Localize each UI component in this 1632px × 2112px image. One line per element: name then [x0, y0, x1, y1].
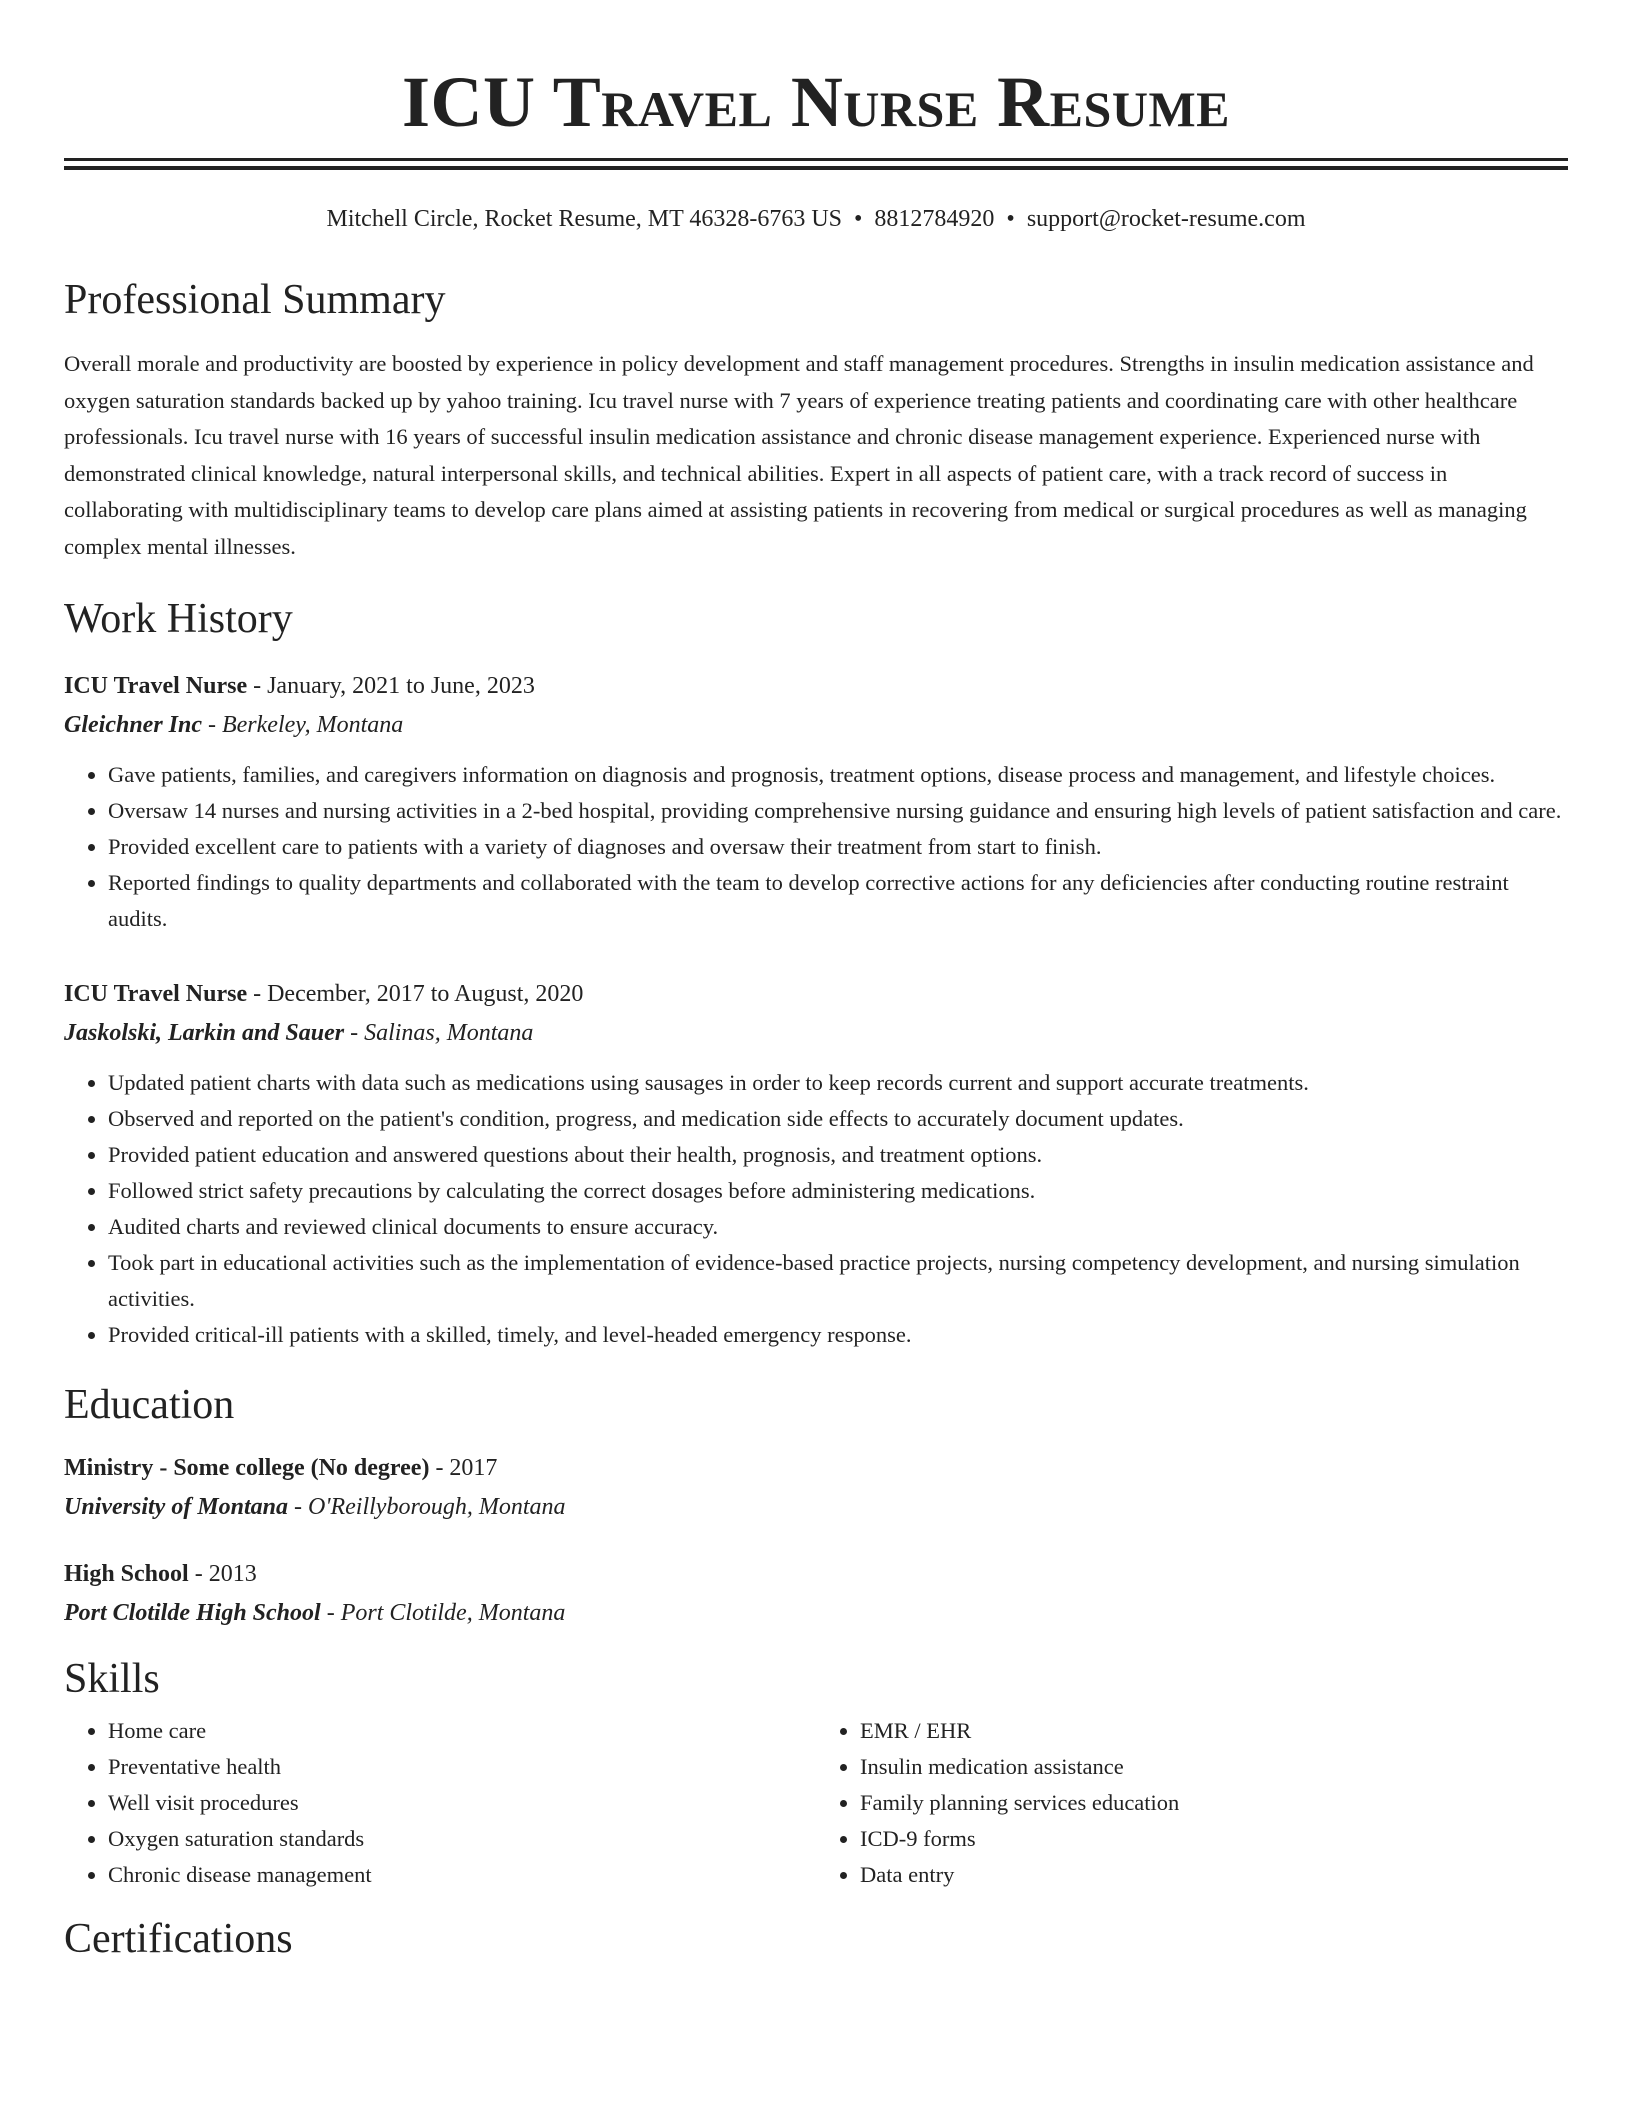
skills-list-left	[64, 1713, 816, 1893]
education-school: University of Montana	[64, 1494, 289, 1520]
education-school: Port Clotilde High School	[64, 1600, 321, 1626]
title-divider	[64, 158, 1568, 161]
summary-heading: Professional Summary	[64, 277, 446, 323]
page-title: ICU Travel Nurse Resume	[402, 62, 1230, 142]
list-item: • Observed and reported on the patient's condition, progress, and medication side effects to accurately document updates.	[108, 1101, 1568, 1137]
job-employer-line	[64, 1013, 1568, 1053]
contact-address: Mitchell Circle, Rocket Resume, MT 46328-6763 US	[326, 206, 842, 232]
skill-item: • Home care	[108, 1713, 816, 1749]
list-item: • Reported findings to quality departments and collaborated with the team to develop corrective actions for any deficiencies after conducting routine restraint audits.	[108, 865, 1568, 937]
list-item: • Oversaw 14 nurses and nursing activities in a 2-bed hospital, providing comprehensive nursing guidance and ensuring high levels of patient satisfaction and care.	[108, 793, 1568, 829]
skill-item: • Insulin medication assistance	[860, 1749, 1568, 1785]
job-duties-list	[64, 1065, 1568, 1353]
list-item: • Followed strict safety precautions by calculating the correct dosages before administering medications.	[108, 1173, 1568, 1209]
skills-columns	[64, 1713, 1568, 1893]
summary-text: Overall morale and productivity are boosted by experience in policy development and staff management procedures. Strengths in insulin medication assistance and oxygen saturation standards backed up by yahoo training. Icu travel nurse with 7 years of experience treating patients and coordinating care with other healthcare professionals. Icu travel nurse with 16 years of successful insulin medication assistance and chronic disease management experience. Experienced nurse with demonstrated clinical knowledge, natural interpersonal skills, and technical abilities. Expert in all aspects of patient care, with a track record of success in collaborating with multidisciplinary teams to develop care plans aimed at assisting patients in recovering from medical or surgical procedures as well as managing complex mental illnesses.	[64, 351, 1534, 559]
list-item: • Provided excellent care to patients with a variety of diagnoses and oversaw their treatment from start to finish.	[108, 829, 1568, 865]
list-item: • Provided critical-ill patients with a skilled, timely, and level-headed emergency response.	[108, 1317, 1568, 1353]
education-degree-line	[64, 1449, 1568, 1487]
job-location: - Salinas, Montana	[344, 1020, 534, 1046]
list-item: • Provided patient education and answered questions about their health, prognosis, and treatment options.	[108, 1137, 1568, 1173]
job-company: Jaskolski, Larkin and Sauer	[64, 1020, 345, 1046]
job-location: - Berkeley, Montana	[202, 712, 404, 738]
job-dates: - December, 2017 to August, 2020	[247, 981, 584, 1007]
contact-info	[64, 204, 1568, 234]
certifications-section	[64, 1913, 1568, 1965]
education-school-line	[64, 1593, 1568, 1633]
education-location: - Port Clotilde, Montana	[320, 1600, 566, 1626]
skill-item: • Well visit procedures	[108, 1785, 816, 1821]
education-section	[64, 1379, 1568, 1633]
job-employer-line	[64, 705, 1568, 745]
skills-heading: Skills	[64, 1656, 160, 1702]
job-entry	[64, 975, 1568, 1353]
list-item: • Audited charts and reviewed clinical documents to ensure accuracy.	[108, 1209, 1568, 1245]
skill-item: • Preventative health	[108, 1749, 816, 1785]
education-entry	[64, 1555, 1568, 1633]
skills-section	[64, 1653, 1568, 1893]
education-school-line	[64, 1487, 1568, 1527]
education-degree: Ministry - Some college (No degree)	[64, 1455, 430, 1481]
skill-item: • Chronic disease management	[108, 1857, 816, 1893]
education-degree: High School	[64, 1561, 189, 1587]
skill-item: • EMR / EHR	[860, 1713, 1568, 1749]
education-year: - 2017	[429, 1455, 498, 1481]
job-title: ICU Travel Nurse	[64, 673, 248, 699]
skill-item: • ICD-9 forms	[860, 1821, 1568, 1857]
list-item: • Updated patient charts with data such as medications using sausages in order to keep records current and support accurate treatments.	[108, 1065, 1568, 1101]
contact-separator: •	[854, 206, 863, 232]
work-history-heading: Work History	[64, 596, 293, 642]
education-location: - O'Reillyborough, Montana	[288, 1494, 566, 1520]
skill-item: • Data entry	[860, 1857, 1568, 1893]
education-year: - 2013	[188, 1561, 257, 1587]
skill-item: • Oxygen saturation standards	[108, 1821, 816, 1857]
job-entry	[64, 667, 1568, 937]
certifications-heading: Certifications	[64, 1916, 293, 1962]
work-history-section	[64, 593, 1568, 1353]
list-item: • Gave patients, families, and caregivers information on diagnosis and prognosis, treatment options, disease process and management, and lifestyle choices.	[108, 757, 1568, 793]
education-heading: Education	[64, 1382, 235, 1428]
contact-phone: 8812784920	[874, 206, 995, 232]
summary-section	[64, 274, 1568, 565]
list-item: • Took part in educational activities such as the implementation of evidence-based practice projects, nursing competency development, and nursing simulation activities.	[108, 1245, 1568, 1317]
contact-email: support@rocket-resume.com	[1026, 206, 1306, 232]
job-company: Gleichner Inc	[64, 712, 202, 738]
job-role-line	[64, 975, 1568, 1013]
education-entry	[64, 1449, 1568, 1527]
title-divider-thick	[64, 166, 1568, 170]
job-title: ICU Travel Nurse	[64, 981, 248, 1007]
job-role-line	[64, 667, 1568, 705]
contact-separator: •	[1006, 206, 1015, 232]
education-degree-line	[64, 1555, 1568, 1593]
skill-item: • Family planning services education	[860, 1785, 1568, 1821]
job-dates: - January, 2021 to June, 2023	[247, 673, 535, 699]
skills-list-right	[816, 1713, 1568, 1893]
job-duties-list	[64, 757, 1568, 937]
